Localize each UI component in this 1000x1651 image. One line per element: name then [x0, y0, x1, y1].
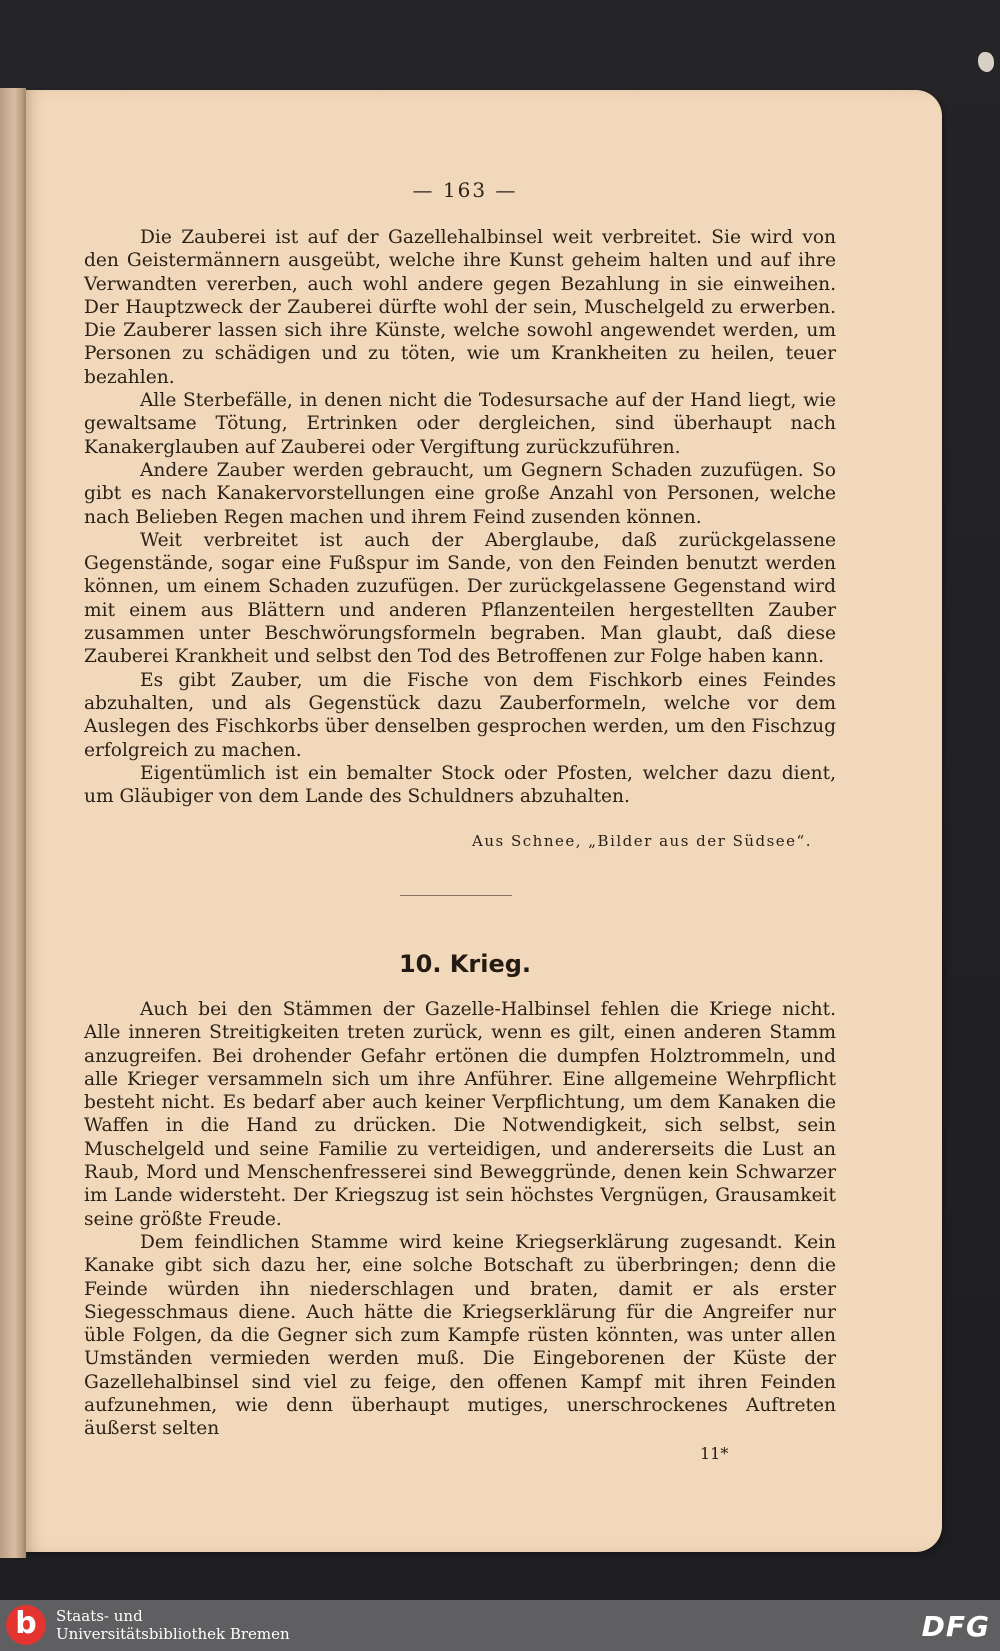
library-name-line1: Staats- und: [56, 1607, 143, 1625]
paragraph: Andere Zauber werden gebraucht, um Gegnern Schaden zuzufügen. So gibt es nach Kanakervorstellungen eine große Anzahl von Personen, welche nach Belieben Regen machen und ihrem Feind zusenden können.: [84, 459, 836, 528]
source-attribution: Aus Schnee, „Bilder aus der Südsee“.: [472, 832, 812, 850]
paragraph: Es gibt Zauber, um die Fische von dem Fischkorb eines Feindes abzuhalten, und als Gegenstück dazu Zauberformeln, welche vor dem Auslegen des Fischkorbs über denselben gesprochen werden, um den Fischzug erfolgreich zu machen.: [84, 669, 836, 761]
paragraph: Dem feindlichen Stamme wird keine Kriegserklärung zugesandt. Kein Kanake gibt sich dazu her, eine solche Botschaft zu überbringen; denn die Feinde würden ihn niederschlagen und braten, damit er als erster Siegesschmaus diene. Auch hätte die Kriegserklärung für die Angreifer nur üble Folgen, da die Gegner sich zum Kampfe rüsten könnten, was unter allen Umständen vermieden werden muß. Die Eingeborenen der Küste der Gazellehalbinsel sind viel zu feige, den offenen Kampf mit ihren Feinden aufzunehmen, wie denn überhaupt mutiges, unerschrockenes Auftreten äußerst selten: [84, 1231, 836, 1440]
page-number: — 163 —: [412, 178, 518, 202]
paragraph: Eigentümlich ist ein bemalter Stock oder Pfosten, welcher dazu dient, um Gläubiger von dem Lande des Schuldners abzuhalten.: [84, 762, 836, 808]
library-name-line2: Universitätsbibliothek Bremen: [56, 1625, 290, 1643]
dfg-logo-icon[interactable]: DFG: [921, 1610, 990, 1643]
paragraph: Weit verbreitet ist auch der Aberglaube, daß zurückgelassene Gegenstände, sogar eine Fußspur im Sande, von den Feinden benutzt werden können, um einem Schaden zuzufügen. Der zurückgelassene Gegenstand wird mit einem aus Blättern und anderen Pflanzenteilen hergestellten Zauber zusammen unter Beschwörungsformeln begraben. Man glaubt, daß diese Zauberei Krankheit und selbst den Tod des Betroffenen zur Folge haben kann.: [84, 529, 836, 668]
corner-mark: [978, 52, 994, 72]
section-heading: 10. Krieg.: [398, 950, 532, 978]
printer-signature: 11*: [700, 1444, 729, 1463]
paragraph: Auch bei den Stämmen der Gazelle-Halbinsel fehlen die Kriege nicht. Alle inneren Streitigkeiten treten zurück, wenn es gilt, einen anderen Stamm anzugreifen. Bei drohender Gefahr ertönen die dumpfen Holztrommeln, und alle Krieger versammeln sich um ihre Anführer. Eine allgemeine Wehrpflicht besteht nicht. Es bedarf aber auch keiner Verpflichtung, um dem Kanaken die Waffen in die Hand zu drücken. Die Notwendigkeit, sich selbst, sein Muschelgeld und seine Familie zu verteidigen, und andererseits die Lust an Raub, Mord und Menschenfresserei sind Beweggründe, denen kein Schwarzer im Lande widersteht. Der Kriegszug ist sein höchstes Vergnügen, Grausamkeit seine größte Freude.: [84, 999, 836, 1230]
viewer-footer: [0, 1600, 1000, 1651]
section2-text: [84, 998, 836, 1441]
section1-text: [84, 226, 836, 808]
section-divider: [400, 895, 512, 896]
library-name[interactable]: [56, 1607, 290, 1643]
paragraph: Die Zauberei ist auf der Gazellehalbinsel weit verbreitet. Sie wird von den Geistermännern ausgeübt, welche ihre Kunst geheim halten und auf ihre Verwandten vererben, auch wohl andere gegen Bezahlung in sie einweihen. Der Hauptzweck der Zauberei dürfte wohl der sein, Muschelgeld zu erwerben. Die Zauberer lassen sich ihre Künste, welche sowohl angewendet werden, um Personen zu schädigen und zu töten, wie um Krankheiten zu heilen, teuer bezahlen.: [84, 227, 836, 388]
paragraph: Alle Sterbefälle, in denen nicht die Todesursache auf der Hand liegt, wie gewaltsame Tötung, Ertrinken oder dergleichen, sind überhaupt nach Kanakerglauben auf Zauberei oder Vergiftung zurückzuführen.: [84, 390, 836, 458]
left-page-edge: [0, 88, 26, 1558]
library-logo-icon[interactable]: b: [6, 1605, 46, 1645]
